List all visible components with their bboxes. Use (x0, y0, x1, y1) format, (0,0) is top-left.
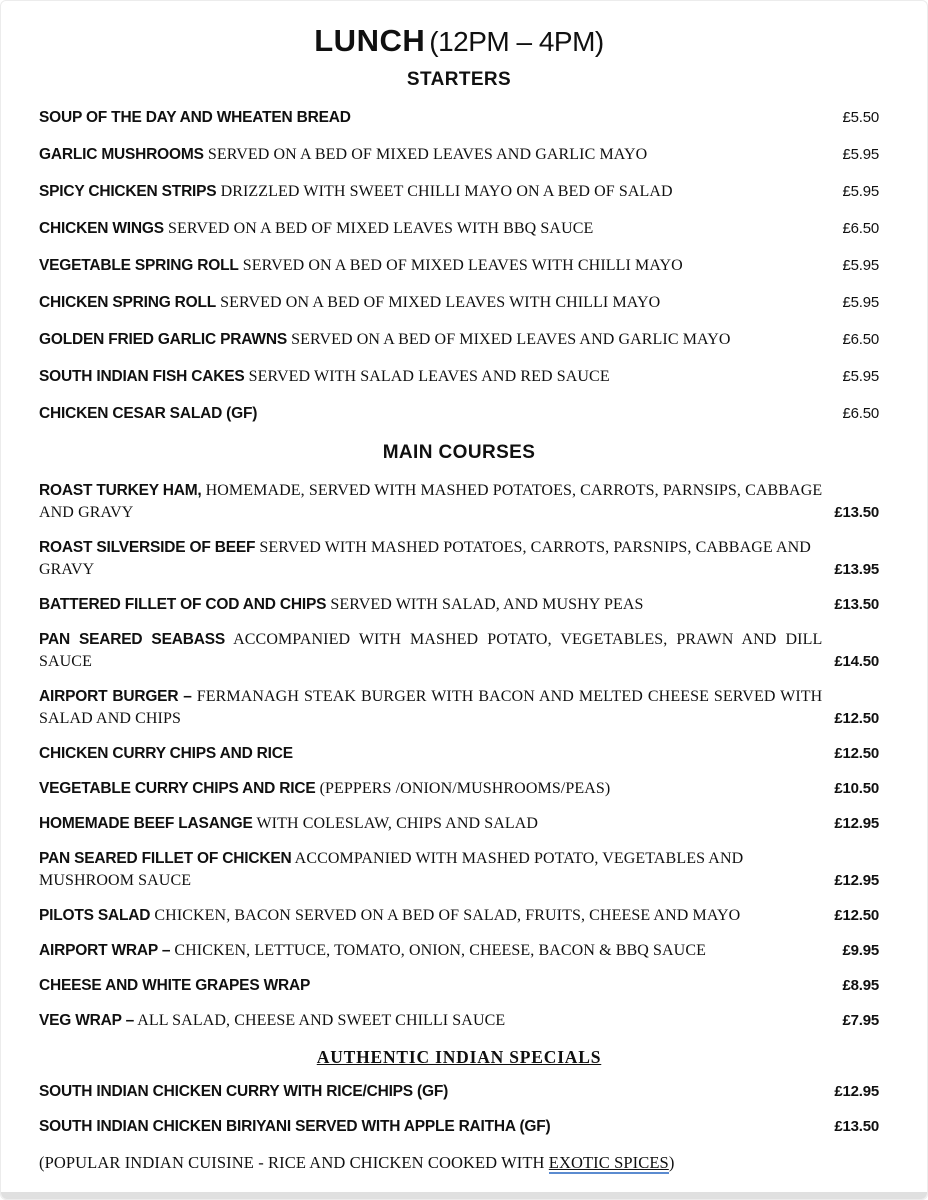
item-text (39, 1081, 822, 1103)
page-bottom-edge (1, 1192, 927, 1199)
item-name: PAN SEARED SEABASS (39, 631, 225, 648)
menu-hours: (12PM – 4PM) (429, 26, 604, 57)
item-price: £5.95 (842, 294, 879, 311)
item-description: FERMANAGH STEAK BURGER WITH BACON AND MELTED CHEESE SERVED WITH SALAD AND CHIPS (39, 688, 823, 727)
menu-item-row (39, 1010, 879, 1032)
item-name: AIRPORT WRAP – (39, 942, 171, 959)
item-price: £12.50 (834, 907, 879, 924)
item-name: VEG WRAP – (39, 1012, 135, 1029)
item-text (39, 480, 822, 524)
menu-title: LUNCH (314, 23, 426, 58)
item-price: £6.50 (842, 220, 879, 237)
item-description: ACCOMPANIED WITH MASHED POTATO, VEGETABLES, PRAWN AND DILL SAUCE (39, 631, 823, 670)
menu-content (1, 1, 927, 1174)
footnote-closing-paren: ) (668, 1153, 675, 1172)
footnote-underlined-text: EXOTIC SPICES (548, 1153, 669, 1172)
item-text (39, 940, 830, 962)
item-price: £9.95 (842, 942, 879, 959)
item-text (39, 366, 830, 388)
item-text (39, 1116, 822, 1138)
menu-item-row (39, 686, 879, 730)
menu-item-row (39, 848, 879, 892)
item-description: SERVED ON A BED OF MIXED LEAVES WITH CHILLI MAYO (242, 257, 683, 274)
item-price: £13.50 (834, 1118, 879, 1135)
item-price: £6.50 (842, 331, 879, 348)
item-description: CHICKEN, LETTUCE, TOMATO, ONION, CHEESE, BACON & BBQ SAUCE (174, 942, 706, 959)
section-heading-starters: STARTERS (406, 69, 512, 90)
menu-item-row (39, 329, 879, 351)
item-name: BATTERED FILLET OF COD AND CHIPS (39, 596, 327, 613)
section-heading-indian-specials: AUTHENTIC INDIAN SPECIALS (316, 1047, 602, 1067)
item-name: CHICKEN WINGS (39, 220, 164, 237)
item-price: £13.50 (834, 596, 879, 613)
menu-item-row (39, 181, 879, 203)
item-price: £13.50 (834, 504, 879, 521)
item-price: £6.50 (842, 405, 879, 422)
item-name: CHICKEN SPRING ROLL (39, 294, 217, 311)
menu-item-row (39, 1116, 879, 1138)
item-text (39, 329, 830, 351)
item-name: SOUP OF THE DAY AND WHEATEN BREAD (39, 109, 351, 126)
item-name: CHICKEN CESAR SALAD (GF) (39, 405, 258, 422)
item-name: HOMEMADE BEEF LASANGE (39, 815, 253, 832)
item-name: GOLDEN FRIED GARLIC PRAWNS (39, 331, 287, 348)
menu-item-row (39, 144, 879, 166)
item-description: DRIZZLED WITH SWEET CHILLI MAYO ON A BED OF SALAD (220, 183, 673, 200)
item-name: PAN SEARED FILLET OF CHICKEN (39, 850, 292, 867)
menu-item-row (39, 480, 879, 524)
item-text (39, 743, 822, 765)
item-text (39, 629, 822, 673)
item-text (39, 594, 822, 616)
item-description: (PEPPERS /ONION/MUSHROOMS/PEAS) (319, 780, 611, 797)
menu-item-row (39, 629, 879, 673)
item-name: CHICKEN CURRY CHIPS AND RICE (39, 745, 293, 762)
footnote-text: (POPULAR INDIAN CUISINE - RICE AND CHICKEN COOKED WITH (39, 1153, 549, 1172)
item-price: £12.95 (834, 872, 879, 889)
section-main-courses (39, 480, 879, 1032)
item-price: £13.95 (834, 561, 879, 578)
item-name: CHEESE AND WHITE GRAPES WRAP (39, 977, 311, 994)
menu-item-row (39, 1081, 879, 1103)
item-description: CHICKEN, BACON SERVED ON A BED OF SALAD, FRUITS, CHEESE AND MAYO (154, 907, 741, 924)
menu-item-row (39, 255, 879, 277)
item-description: SERVED ON A BED OF MIXED LEAVES AND GARLIC MAYO (291, 331, 731, 348)
item-text (39, 218, 830, 240)
item-price: £12.50 (834, 710, 879, 727)
menu-item-row (39, 107, 879, 129)
menu-item-row (39, 975, 879, 997)
item-description: SERVED WITH MASHED POTATOES, CARROTS, PARSNIPS, CABBAGE AND GRAVY (39, 539, 811, 578)
item-description: SERVED ON A BED OF MIXED LEAVES WITH BBQ SAUCE (167, 220, 594, 237)
item-text (39, 975, 830, 997)
item-description: ACCOMPANIED WITH MASHED POTATO, VEGETABLES AND MUSHROOM SAUCE (39, 850, 744, 889)
menu-item-row (39, 743, 879, 765)
item-text (39, 905, 822, 927)
item-text (39, 181, 830, 203)
item-text (39, 848, 822, 892)
item-name: SPICY CHICKEN STRIPS (39, 183, 217, 200)
item-description: WITH COLESLAW, CHIPS AND SALAD (256, 815, 539, 832)
item-text (39, 255, 830, 277)
item-price: £8.95 (842, 977, 879, 994)
item-name: PILOTS SALAD (39, 907, 151, 924)
item-price: £12.50 (834, 745, 879, 762)
menu-item-row (39, 813, 879, 835)
item-name: VEGETABLE CURRY CHIPS AND RICE (39, 780, 316, 797)
item-price: £5.50 (842, 109, 879, 126)
menu-item-row (39, 292, 879, 314)
section-starters (39, 107, 879, 425)
item-price: £14.50 (834, 653, 879, 670)
item-text (39, 292, 830, 314)
item-name: GARLIC MUSHROOMS (39, 146, 204, 163)
item-price: £12.95 (834, 1083, 879, 1100)
item-description: SERVED WITH SALAD LEAVES AND RED SAUCE (248, 368, 610, 385)
item-price: £5.95 (842, 368, 879, 385)
menu-item-row (39, 594, 879, 616)
item-description: SERVED WITH SALAD, AND MUSHY PEAS (330, 596, 644, 613)
item-text (39, 537, 822, 581)
item-price: £5.95 (842, 183, 879, 200)
item-text (39, 1010, 830, 1032)
menu-item-row (39, 905, 879, 927)
item-name: VEGETABLE SPRING ROLL (39, 257, 239, 274)
item-name: SOUTH INDIAN FISH CAKES (39, 368, 245, 385)
item-description: SERVED ON A BED OF MIXED LEAVES AND GARLIC MAYO (207, 146, 648, 163)
item-text (39, 778, 822, 800)
item-price: £5.95 (842, 257, 879, 274)
item-text (39, 107, 830, 129)
item-name: ROAST SILVERSIDE OF BEEF (39, 539, 256, 556)
menu-item-row (39, 778, 879, 800)
item-description: SERVED ON A BED OF MIXED LEAVES WITH CHILLI MAYO (220, 294, 661, 311)
item-text (39, 686, 822, 730)
item-description: HOMEMADE, SERVED WITH MASHED POTATOES, CARROTS, PARNSIPS, CABBAGE AND GRAVY (39, 482, 823, 521)
menu-item-row (39, 218, 879, 240)
menu-item-row (39, 940, 879, 962)
section-heading-main-courses: MAIN COURSES (382, 442, 536, 463)
item-text (39, 813, 822, 835)
item-name: ROAST TURKEY HAM, (39, 482, 202, 499)
menu-item-row (39, 403, 879, 425)
item-price: £12.95 (834, 815, 879, 832)
item-description: ALL SALAD, CHEESE AND SWEET CHILLI SAUCE (137, 1012, 506, 1029)
item-name: SOUTH INDIAN CHICKEN BIRIYANI SERVED WITH APPLE RAITHA (GF) (39, 1118, 551, 1135)
indian-specials-footnote (39, 1151, 879, 1174)
item-price: £5.95 (842, 146, 879, 163)
item-text (39, 144, 830, 166)
item-name: AIRPORT BURGER – (39, 688, 192, 705)
page-title (39, 23, 879, 59)
item-text (39, 403, 830, 425)
item-price: £7.95 (842, 1012, 879, 1029)
item-name: SOUTH INDIAN CHICKEN CURRY WITH RICE/CHIPS (GF) (39, 1083, 449, 1100)
menu-item-row (39, 537, 879, 581)
section-indian-specials (39, 1081, 879, 1138)
item-price: £10.50 (834, 780, 879, 797)
menu-item-row (39, 366, 879, 388)
